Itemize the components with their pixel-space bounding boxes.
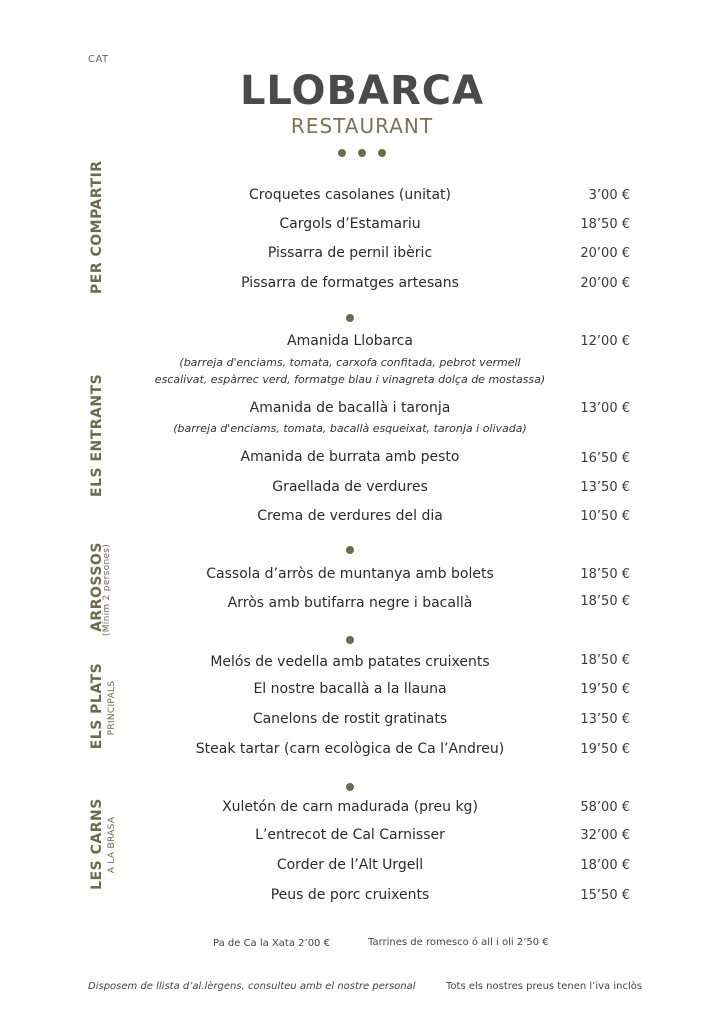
menu-item-price: 18’50 € (580, 653, 630, 668)
menu-item-price: 20’00 € (580, 246, 630, 261)
menu-item-price: 10’50 € (580, 509, 630, 524)
menu-item-price: 3’00 € (588, 188, 630, 203)
menu-item-description: (barreja d'enciams, tomata, bacallà esqueixat, taronja i olivada) (173, 422, 527, 435)
menu-item-price: 18’50 € (580, 567, 630, 582)
allergens-note: Disposem de llista d’al.lèrgens, consulteu amb el nostre personal (88, 981, 416, 992)
menu-item-price: 15’50 € (580, 888, 630, 903)
menu-item-price: 18’00 € (580, 858, 630, 873)
menu-item-price: 18’50 € (580, 217, 630, 232)
menu-item: Xuletón de carn madurada (preu kg) (222, 799, 478, 815)
menu-item-price: 13’00 € (580, 401, 630, 416)
menu-item: Crema de verdures del dia (257, 508, 443, 524)
menu-item: L’entrecot de Cal Carnisser (255, 827, 445, 843)
section-divider-dot (346, 314, 354, 322)
menu-item: Peus de porc cruixents (270, 887, 430, 903)
section-label-els-plats: ELS PLATS (89, 662, 105, 750)
menu-item-price: 18’50 € (580, 594, 630, 609)
language-label: CAT (88, 54, 109, 65)
vat-note: Tots els nostres preus tenen l’iva inclòs (446, 981, 643, 992)
menu-item: Croquetes casolanes (unitat) (249, 187, 451, 203)
section-sublabel-a-la-brasa: A LA BRASA (107, 816, 117, 874)
section-label-les-carns: LES CARNS (89, 798, 105, 890)
menu-item-price: 12’00 € (580, 334, 630, 349)
restaurant-subtitle: RESTAURANT (290, 114, 434, 138)
menu-item-price: 16’50 € (580, 451, 630, 466)
menu-item: Amanida de burrata amb pesto (240, 449, 460, 465)
menu-item: Arròs amb butifarra negre i bacallà (227, 595, 473, 611)
section-label-per-compartir: PER COMPARTIR (89, 160, 105, 294)
menu-item-description: (barreja d'enciams, tomata, carxofa confitada, pebrot vermell (179, 356, 521, 369)
menu-item: Canelons de rostit gratinats (252, 711, 448, 727)
menu-item-description: escalivat, espàrrec verd, formatge blau i vinagreta dolça de mostassa) (154, 373, 546, 386)
section-divider-dot (346, 546, 354, 554)
section-sublabel-principals: PRINCIPALS (107, 680, 117, 736)
menu-item-price: 19’50 € (580, 742, 630, 757)
menu-item: Steak tartar (carn ecològica de Ca l’Andreu) (195, 741, 505, 757)
menu-item: Cassola d’arròs de muntanya amb bolets (206, 566, 494, 582)
menu-item: Graellada de verdures (272, 479, 428, 495)
menu-item: Melós de vedella amb patates cruixents (210, 654, 490, 670)
menu-item-price: 20’00 € (580, 276, 630, 291)
restaurant-title: LLOBARCA (239, 68, 485, 114)
menu-item-price: 32’00 € (580, 828, 630, 843)
header-dots-divider (0, 142, 724, 161)
menu-item: Cargols d’Estamariu (279, 216, 421, 232)
menu-item-price: 19’50 € (580, 682, 630, 697)
menu-item: Amanida de bacallà i taronja (249, 400, 451, 416)
bread-note: Pa de Ca la Xata 2’00 € (213, 938, 330, 949)
section-divider-dot (346, 783, 354, 791)
section-label-els-entrants: ELS ENTRANTS (89, 373, 105, 497)
menu-item-price: 13’50 € (580, 480, 630, 495)
menu-item: Pissarra de formatges artesans (241, 275, 459, 291)
section-divider-dot (346, 636, 354, 644)
menu-item-price: 58’00 € (580, 800, 630, 815)
sauces-note: Tarrines de romesco ó all i oli 2’50 € (368, 937, 549, 948)
menu-item: Pissarra de pernil ibèric (267, 245, 433, 261)
menu-item: Amanida Llobarca (287, 333, 413, 349)
menu-item: Corder de l’Alt Urgell (276, 857, 424, 873)
menu-item: El nostre bacallà a la llauna (253, 681, 447, 697)
menu-item-price: 13’50 € (580, 712, 630, 727)
section-sublabel-arrossos: (Mínim 2 persones) (102, 543, 112, 637)
section-label-arrossos: ARROSSOS (89, 542, 105, 632)
